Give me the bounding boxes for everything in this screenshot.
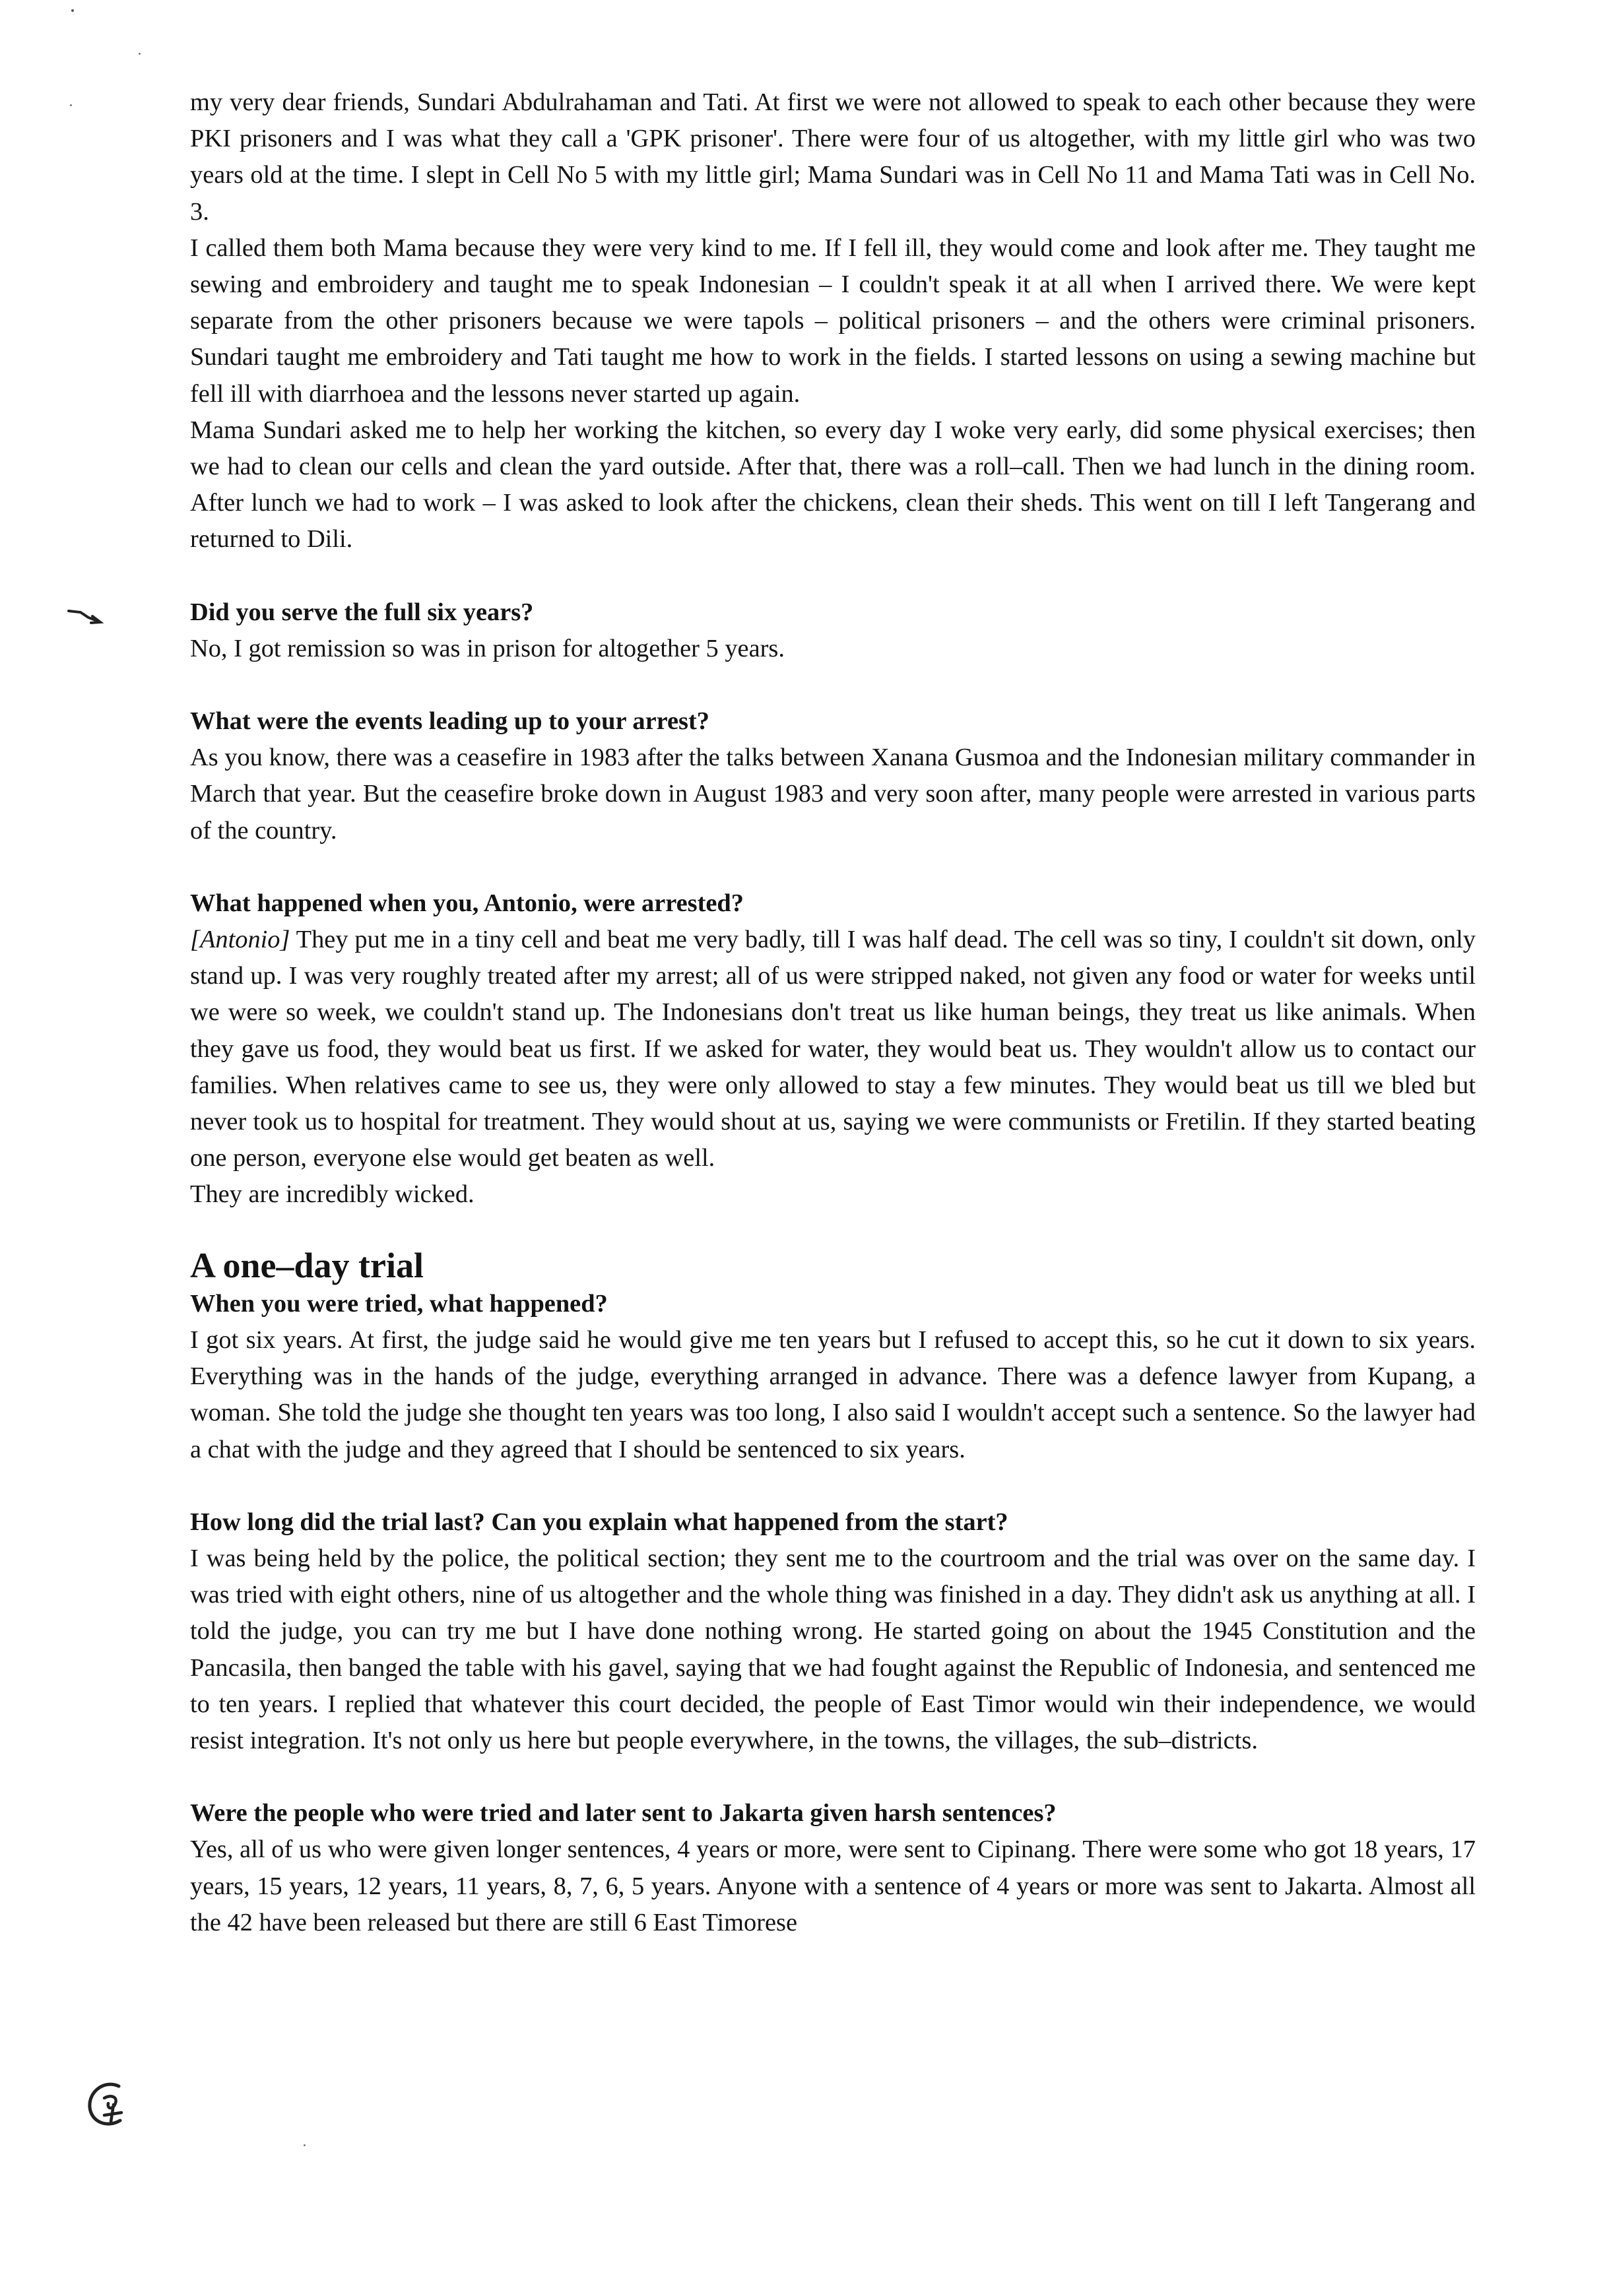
body-paragraph: Mama Sundari asked me to help her working the kitchen, so every day I woke very early, did some physical exercises; then we had to clean our cells and clean the yard outside. After that, there was a roll–call. Then we had lunch in the dining room. After lunch we had to work – I was asked to look after the chickens, clean their sheds. This went on till I left Tangerang and returned to Dili. bbox=[190, 416, 1476, 554]
interview-answer: I got six years. At first, the judge said he would give me ten years but I refused to accept this, so he cut it down to six years. Everything was in the hands of the judge, everything arranged in advance. There was a defence lawyer from Kupang, a woman. She told the judge she thought ten years was too long, I also said I wouldn't accept such a sentence. So the lawyer had a chat with the judge and they agreed that I should be sentenced to six years. bbox=[190, 1325, 1476, 1463]
interview-question: What happened when you, Antonio, were arrested? bbox=[190, 889, 744, 917]
qa-block bbox=[190, 1286, 1476, 1468]
interview-question: What were the events leading up to your arrest? bbox=[190, 707, 709, 736]
handwritten-page-number-mark bbox=[84, 2078, 131, 2131]
qa-block bbox=[190, 885, 1476, 1213]
scan-speck bbox=[71, 9, 74, 12]
answer-closing-line: They are incredibly wicked. bbox=[190, 1180, 475, 1209]
qa-block bbox=[190, 1504, 1476, 1759]
interview-question: Did you serve the full six years? bbox=[190, 598, 534, 626]
body-paragraph: I called them both Mama because they were very kind to me. If I fell ill, they would come and look after me. They taught me sewing and embroidery and taught me to speak Indonesian – I couldn't speak it at all when I arrived there. We were kept separate from the other prisoners because we were tapols – political prisoners – and the others were criminal prisoners. Sundari taught me embroidery and Tati taught me how to work in the fields. I started lessons on using a sewing machine but fell ill with diarrhoea and the lessons never started up again. bbox=[190, 234, 1476, 408]
margin-arrow-mark bbox=[66, 606, 106, 625]
interview-answer: No, I got remission so was in prison for altogether 5 years. bbox=[190, 634, 785, 662]
body-paragraph: my very dear friends, Sundari Abdulrahaman and Tati. At first we were not allowed to speak to each other because they were PKI prisoners and I was what they call a 'GPK prisoner'. There were four of us altogether, with my little girl who was two years old at the time. I slept in Cell No 5 with my little girl; Mama Sundari was in Cell No 11 and Mama Tati was in Cell No. 3. bbox=[190, 88, 1476, 226]
interview-answer: I was being held by the police, the political section; they sent me to the courtroom and the trial was over on the same day. I was tried with eight others, nine of us altogether and the whole thing was finished in a day. They didn't ask us anything at all. I told the judge, you can try me but I have done nothing wrong. He started going on about the 1945 Constitution and the Pancasila, then banged the table with his gavel, saying that we had fought against the Republic of Indonesia, and sentenced me to ten years. I replied that whatever this court decided, the people of East Timor would win their independence, we would resist integration. It's not only us here but people everywhere, in the towns, the villages, the sub–districts. bbox=[190, 1544, 1476, 1754]
interview-question: When you were tried, what happened? bbox=[190, 1289, 608, 1318]
interview-answer: Yes, all of us who were given longer sentences, 4 years or more, were sent to Cipinang. There were some who got 18 years, 17 years, 15 years, 12 years, 11 years, 8, 7, 6, 5 years. Anyone with a sentence of 4 years or more was sent to Jakarta. Almost all the 42 have been released but there are still 6 East Timorese bbox=[190, 1835, 1476, 1936]
qa-block bbox=[190, 1795, 1476, 1941]
interview-answer bbox=[190, 922, 1476, 1176]
document-page bbox=[190, 84, 1476, 1941]
scan-speck bbox=[304, 2144, 306, 2146]
scan-speck bbox=[139, 53, 141, 55]
interview-answer: As you know, there was a ceasefire in 1983 after the talks between Xanana Gusmoa and the Indonesian military commander in March that year. But the ceasefire broke down in August 1983 and very soon after, many people were arrested in various parts of the country. bbox=[190, 744, 1476, 845]
interview-question: How long did the trial last? Can you explain what happened from the start? bbox=[190, 1508, 1008, 1536]
answer-text: They put me in a tiny cell and beat me very badly, till I was half dead. The cell was so tiny, I couldn't sit down, only stand up. I was very roughly treated after my arrest; all of us were stripped naked, not given any food or water for weeks until we were so week, we couldn't stand up. The Indonesians don't treat us like human beings, they treat us like animals. When they gave us food, they would beat us first. If we asked for water, they would beat us. They wouldn't allow us to contact our families. When relatives came to see us, they were only allowed to stay a few minutes. They would beat us till we bled but never took us to hospital for treatment. They would shout at us, saying we were communists or Fretilin. If they started beating one person, everyone else would get beaten as well. bbox=[190, 926, 1476, 1172]
interview-question: Were the people who were tried and later sent to Jakarta given harsh sentences? bbox=[190, 1799, 1057, 1828]
qa-block bbox=[190, 594, 1476, 667]
qa-block bbox=[190, 703, 1476, 849]
scan-speck bbox=[70, 104, 72, 106]
speaker-label: [Antonio] bbox=[190, 926, 290, 954]
section-heading: A one–day trial bbox=[190, 1245, 424, 1285]
